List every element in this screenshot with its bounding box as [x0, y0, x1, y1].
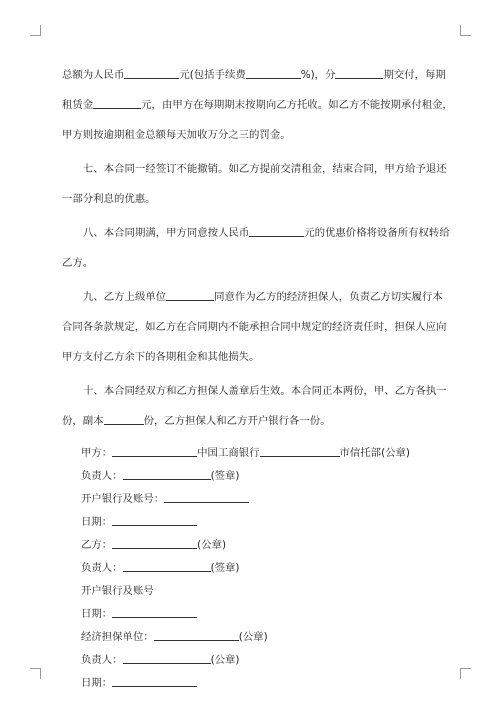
text: (公章) [210, 654, 240, 666]
text: 份，乙方担保人和乙方开户银行各一份。 [143, 415, 331, 427]
responsible-b-line [62, 557, 440, 580]
text: 元，由甲方在每期期末按期向乙方托收。如乙方不能按期承付租金， [141, 99, 453, 111]
responsible-g-line [62, 649, 440, 672]
date-a-line [62, 511, 440, 534]
label: 开户银行及账号： [81, 493, 165, 505]
blank-field [260, 445, 340, 457]
label: 开户银行及账号 [81, 585, 154, 597]
document-page [62, 66, 453, 695]
label: 乙方： [81, 539, 113, 551]
text: 同意作为乙方的经济担保人，负责乙方切实履行本 [214, 291, 443, 303]
blank-field [112, 445, 197, 457]
blank-field [104, 413, 144, 425]
clause-6-line-3: 甲方则按逾期租金总额每天加收万分之三的罚金。 [62, 129, 291, 141]
clause-9-line-3: 甲方支付乙方余下的各期租金和其他损失。 [62, 351, 260, 363]
clause-8-line-1 [62, 224, 450, 242]
blank-field [166, 289, 214, 301]
text: 八、本合同期满，甲方同意按人民币 [83, 227, 250, 239]
blank-field [335, 67, 383, 79]
text: 九、乙方上级单位 [83, 291, 167, 303]
label: 日期： [81, 677, 113, 689]
party-a-line [62, 442, 440, 465]
text: 市信托部(公章) [339, 447, 410, 459]
clause-7-line-2: 一部分利息的优惠。 [62, 193, 156, 205]
bank-account-a-line [62, 488, 440, 511]
blank-field [112, 514, 197, 526]
text: (公章) [238, 631, 268, 643]
crop-mark-top-left [30, 25, 41, 36]
clause-9-line-1 [62, 288, 443, 306]
text: (签章) [210, 470, 240, 482]
label: 负责人： [81, 470, 123, 482]
label: 负责人： [81, 654, 123, 666]
blank-field [123, 652, 211, 664]
text: 中国工商银行 [197, 447, 260, 459]
label: 甲方： [81, 447, 113, 459]
blank-field [249, 225, 304, 237]
text: 元(包括手续费 [179, 69, 246, 81]
blank-field [246, 67, 301, 79]
crop-mark-bottom-left [30, 668, 41, 679]
blank-field [93, 97, 141, 109]
guarantor-line [62, 626, 440, 649]
text: %)，分 [300, 69, 336, 81]
label: 日期： [81, 608, 113, 620]
text: 期交付，每期 [383, 69, 446, 81]
blank-field [124, 67, 179, 79]
label: 经济担保单位： [81, 631, 154, 643]
text: 总额为人民币 [62, 69, 125, 81]
clause-9-line-2: 合同各条款规定，如乙方在合同期内不能承担合同中规定的经济责任时，担保人应向 [62, 321, 447, 333]
text: (签章) [210, 562, 240, 574]
date-b-line [62, 603, 440, 626]
blank-field [112, 537, 197, 549]
blank-field [112, 606, 197, 618]
clause-6-line-1 [62, 66, 446, 84]
label: 负责人： [81, 562, 123, 574]
blank-field [123, 560, 211, 572]
text: 元的优惠价格将设备所有权转给 [304, 227, 450, 239]
crop-mark-bottom-right [460, 668, 471, 679]
clause-10-line-2 [62, 412, 440, 430]
responsible-a-line [62, 465, 440, 488]
party-b-line [62, 534, 440, 557]
clause-7-line-1: 七、本合同一经签订不能撤销。如乙方提前交清租金，结束合同，甲方给予退还 [83, 163, 447, 175]
date-g-line [62, 672, 440, 695]
clause-6-line-2 [62, 96, 453, 114]
blank-field [112, 675, 197, 687]
bank-account-b-line [62, 580, 440, 603]
clause-10-line-1: 十、本合同经双方和乙方担保人盖章后生效。本合同正本两份，甲、乙方各执一 [83, 385, 447, 397]
clause-8-line-2: 乙方。 [62, 257, 94, 269]
blank-field [123, 468, 211, 480]
text: (公章) [197, 539, 227, 551]
blank-field [154, 629, 239, 641]
label: 日期： [81, 516, 113, 528]
text: 份，副本 [62, 415, 104, 427]
text: 租赁金 [62, 99, 94, 111]
crop-mark-top-right [460, 25, 471, 36]
blank-field [164, 491, 249, 503]
